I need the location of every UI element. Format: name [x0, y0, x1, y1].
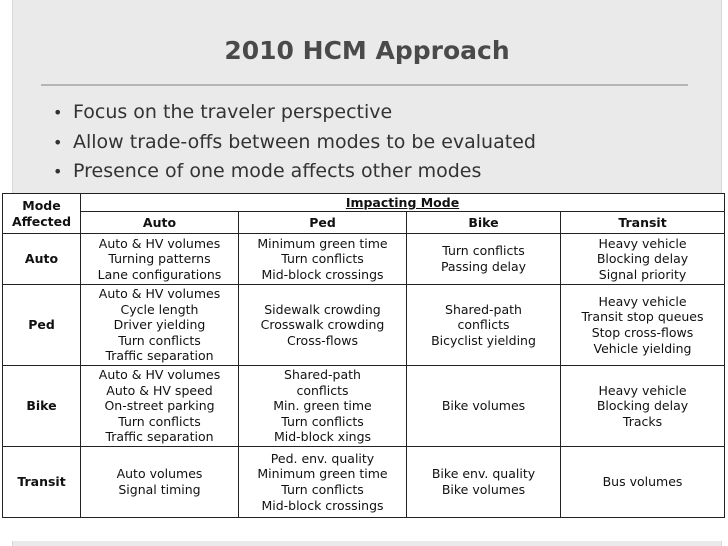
column-header: Auto — [81, 212, 239, 234]
table-cell: Auto & HV volumes Cycle length Driver yielding Turn conflicts Traffic separation — [81, 285, 239, 366]
bullet-item: • Allow trade-offs between modes to be evaluated — [53, 128, 536, 158]
table-cell: Ped. env. quality Minimum green time Turn conflicts Mid-block crossings — [239, 447, 407, 518]
table-cell: Heavy vehicle Blocking delay Tracks — [561, 366, 725, 447]
row-header: Auto — [3, 234, 81, 285]
column-header: Ped — [239, 212, 407, 234]
corner-header: Mode Affected — [3, 194, 81, 234]
slide-title: 2010 HCM Approach — [224, 36, 510, 65]
bullet-dot-icon: • — [53, 103, 63, 122]
table-cell: Turn conflicts Passing delay — [407, 234, 561, 285]
bullet-list — [53, 98, 536, 187]
table-cell: Auto volumes Signal timing — [81, 447, 239, 518]
table-row — [3, 285, 725, 366]
table-cell: Minimum green time Turn conflicts Mid-block crossings — [239, 234, 407, 285]
table-cell: Bike volumes — [407, 366, 561, 447]
interaction-table-container — [2, 193, 724, 541]
table-cell: Auto & HV volumes Auto & HV speed On-street parking Turn conflicts Traffic separation — [81, 366, 239, 447]
table-cell: Sidewalk crowding Crosswalk crowding Cross-flows — [239, 285, 407, 366]
table-cell: Heavy vehicle Transit stop queues Stop cross-flows Vehicle yielding — [561, 285, 725, 366]
column-header: Bike — [407, 212, 561, 234]
bullet-item: • Presence of one mode affects other modes — [53, 157, 536, 187]
table-cell: Bike env. quality Bike volumes — [407, 447, 561, 518]
table-cell: Bus volumes — [561, 447, 725, 518]
bullet-dot-icon: • — [53, 132, 63, 152]
row-header: Transit — [3, 447, 81, 518]
table-row — [3, 366, 725, 447]
row-header: Ped — [3, 285, 81, 366]
row-header: Bike — [3, 366, 81, 447]
table-cell: Shared-path conflicts Min. green time Turn conflicts Mid-block xings — [239, 366, 407, 447]
title-divider — [41, 84, 688, 86]
table-cell: Heavy vehicle Blocking delay Signal priority — [561, 234, 725, 285]
impacting-mode-header: Impacting Mode — [81, 194, 725, 212]
bullet-item: • Focus on the traveler perspective — [53, 98, 536, 128]
column-header: Transit — [561, 212, 725, 234]
table-row — [3, 447, 725, 518]
bullet-dot-icon: • — [53, 162, 63, 181]
table-cell: Auto & HV volumes Turning patterns Lane configurations — [81, 234, 239, 285]
mode-interaction-table — [2, 193, 725, 518]
table-row — [3, 234, 725, 285]
table-cell: Shared-path conflicts Bicyclist yielding — [407, 285, 561, 366]
